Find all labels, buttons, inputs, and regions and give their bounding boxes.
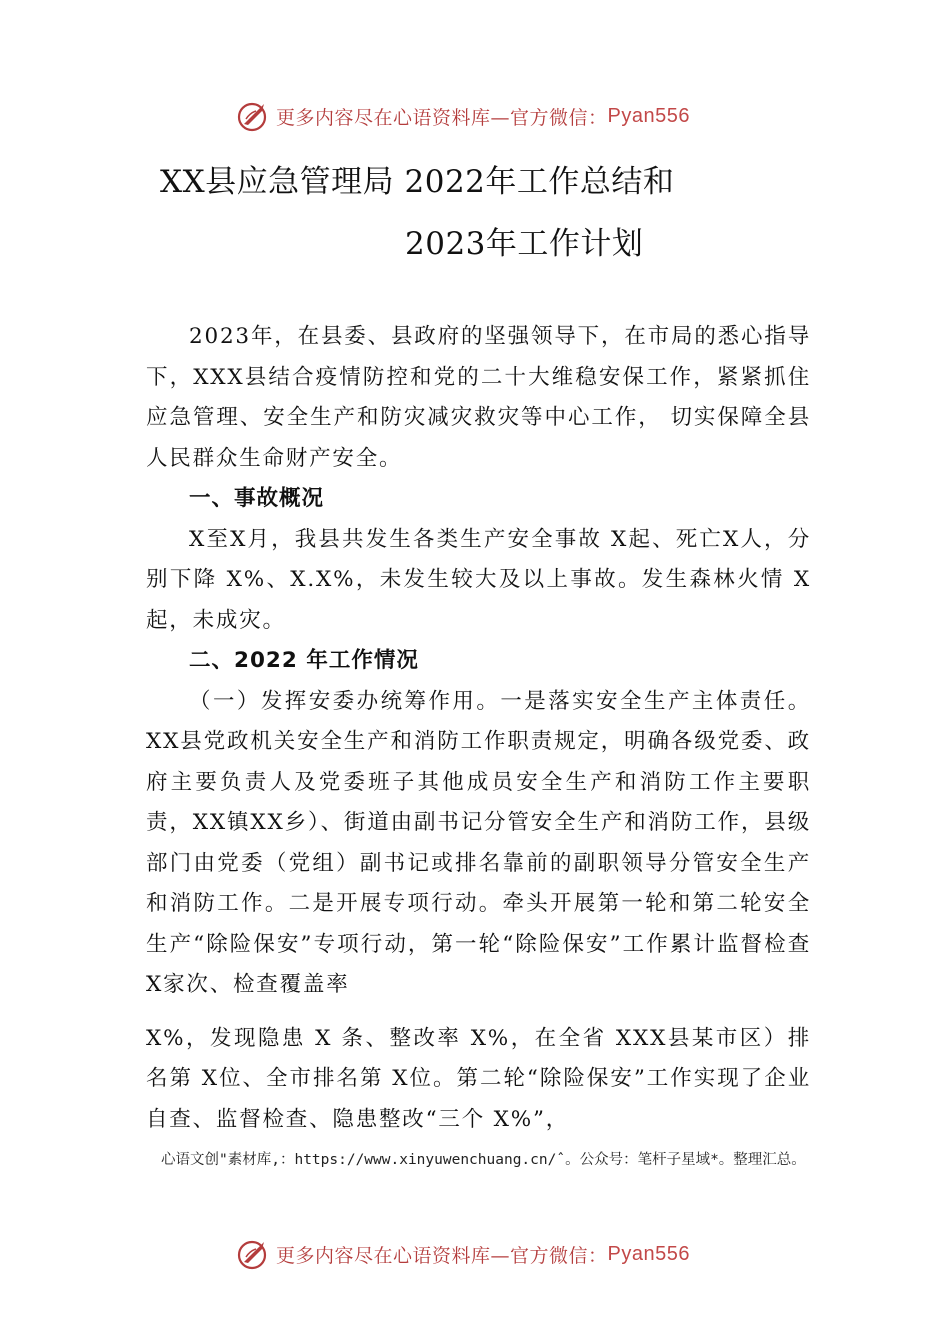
section-heading-accidents: 一、事故概况 [189,486,325,511]
work-paragraph: （一）发挥安委办统筹作用。一是落实安全生产主体责任。XX县党政机关安全生产和消防工作职责规定，明确各级党委、政府主要负责人及党委班子其他成员安全生产和消防工作主要职责，XX镇XX乡）、街道由副书记分管安全生产和消防工作，县级部门由党委（党组）副书记或排名靠前的副职领导分管安全生产和消防工作。二是开展专项行动。牵头开展第一轮和第二轮安全生产“除险保安”专项行动，第一轮“除险保安”工作累计监督检查 X家次、检查覆盖率 [146,688,811,997]
section-heading-work: 二、2022 年工作情况 [189,648,419,673]
work-paragraph-continued: X%，发现隐患 X 条、整改率 X%，在全省 XXX县某市区）排名第 X位、全市排名第 X位。第二轮“除险保安”工作实现了企业自查、监督检查、隐患整改“三个 X%”， [146,1025,811,1132]
intro-paragraph: 2023年，在县委、县政府的坚强领导下，在市局的悉心指导下，XXX县结合疫情防控和党的二十大维稳安保工作，紧紧抓住应急管理、安全生产和防灾减灾救灾等中心工作， 切实保障全县人民群众生命财产安全。 [146,324,811,471]
document-title-line-1: XX县应急管理局 2022年工作总结和 [160,164,675,200]
watermark-header [236,96,690,136]
brush-logo-icon [236,99,270,133]
watermark-text: 更多内容尽在心语资料库—官方微信： [276,1244,608,1267]
watermark-footer [236,1234,690,1274]
watermark-wechat-id: Pyan556 [607,1242,690,1265]
watermark-wechat-id: Pyan556 [607,104,690,127]
document-title-line-2: 2023年工作计划 [405,226,644,262]
source-footer-note: 心语文创"素材库,：https://www.xinyuwenchuang.cn/ˆ。公众号：笔杆子星域*。整理汇总。 [161,1152,806,1168]
brush-logo-icon [236,1237,270,1271]
document-body [146,317,811,1140]
watermark-text: 更多内容尽在心语资料库—官方微信： [276,106,608,129]
accident-paragraph: X至X月，我县共发生各类生产安全事故 X起、死亡X人，分别下降 X%、X.X%，未发生较大及以上事故。发生森林火情 X起，未成灾。 [146,526,811,633]
